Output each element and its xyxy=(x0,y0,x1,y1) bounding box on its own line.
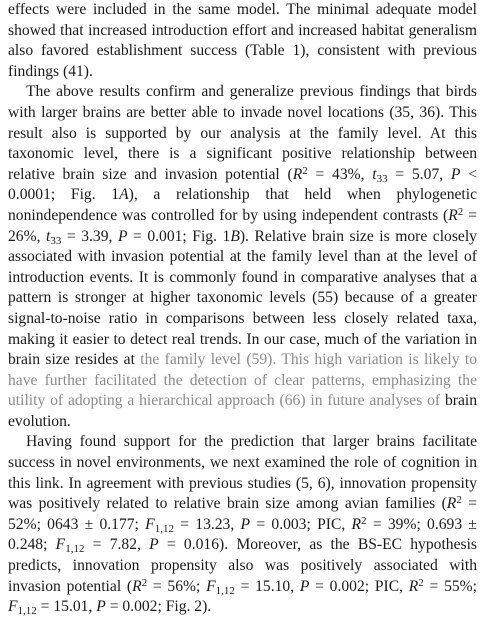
subscript: 1,12 xyxy=(154,522,174,535)
text-span: = 0.003; PIC, xyxy=(250,515,352,533)
italic-symbol: P xyxy=(450,165,461,183)
text-span: The above results confirm and generalize previous findings that birds with larger brains are better able to invade novel locations (35, 36). This result also is supported by our analysis at the family level. At this taxonomic level, there is a significant positive relationship between relative brain size and invasion potential ( xyxy=(8,83,477,183)
text-span: < 0.0001; Fig. 1 xyxy=(8,165,477,204)
text-span: = 13.23, xyxy=(173,515,241,533)
subscript: 1,12 xyxy=(65,543,85,556)
italic-symbol: P xyxy=(240,515,251,533)
text-span: = 26%, xyxy=(8,206,478,245)
italic-symbol: F xyxy=(206,577,216,595)
text-span: effects were included in the same model. The minimal adequate model showed that increased introduction effort and increased habitat generalism also favored establishment success (Table 1), consistent with previous findings (41). xyxy=(8,1,477,80)
italic-symbol: R xyxy=(351,515,362,533)
italic-symbol: R xyxy=(292,165,303,183)
italic-symbol: P xyxy=(96,598,106,616)
italic-symbol: R xyxy=(448,206,458,224)
paragraph-establishment-success xyxy=(8,0,477,82)
text-span: = 55%; xyxy=(423,577,477,595)
subscript: 1,12 xyxy=(215,584,235,597)
text-span: = 5.07, xyxy=(387,165,451,183)
paragraph-innovation-propensity xyxy=(8,432,477,617)
text-span: = 0.016). Moreover, as the BS-EC hypothesis predicts, innovation propensity also was positively associated with invasion potential ( xyxy=(8,536,477,595)
text-span: = 15.01, xyxy=(36,598,97,616)
text-span: brain evolution. xyxy=(8,392,477,430)
superscript: 2 xyxy=(361,514,367,527)
superscript: 2 xyxy=(418,576,424,589)
text-span: = 43%, xyxy=(307,165,373,183)
italic-symbol: F xyxy=(8,598,18,616)
subscript: 33 xyxy=(50,234,62,247)
italic-symbol: t xyxy=(372,165,377,183)
document-page xyxy=(8,0,477,618)
italic-symbol: P xyxy=(149,536,159,554)
italic-symbol: R xyxy=(132,577,142,595)
superscript: 2 xyxy=(141,576,148,589)
text-span: = 0.002; Fig. 2). xyxy=(105,598,212,616)
italic-symbol: B xyxy=(230,227,240,245)
text-span: = 15.10, xyxy=(234,577,300,595)
paragraph-brain-size-invasion xyxy=(8,82,477,432)
text-span: = 52%; 0643 ± 0.177; xyxy=(8,495,477,533)
text-span: = 0.001; Fig. 1 xyxy=(127,227,231,245)
text-span: ). Relative brain size is more closely associated with invasion potential at the family level than at the level of introduction events. It is commonly found in comparative analyses that a pattern is stronger at higher taxonomic levels (55) because of a greater signal-to-noise ratio in comparisons between less closely related taxa, making it easier to detect real trends. In our case, much of the variation in brain size resides at xyxy=(8,227,477,369)
italic-symbol: t xyxy=(46,227,51,245)
text-span: = 0.002; PIC, xyxy=(309,577,409,595)
faded-text-span: the family level (59). This high variation is likely to have further facilitated the detection of clear patterns, emphasizing the utility of adopting a hierarchical approach (66) in future analyses of xyxy=(8,351,477,410)
italic-symbol: P xyxy=(299,577,310,595)
text-span: Having found support for the prediction that larger brains facilitate success in novel environments, we next examined the role of cognition in this link. In agreement with previous studies (5, 6), innovation propensity was positively related to relative brain size among avian families ( xyxy=(8,433,477,513)
superscript: 2 xyxy=(302,164,308,177)
subscript: 1,12 xyxy=(17,605,37,618)
text-span: ), a relationship that held when phylogenetic nonindependence was controlled for by using independent contrasts ( xyxy=(8,186,477,224)
superscript: 2 xyxy=(457,205,464,218)
italic-symbol: F xyxy=(145,515,155,533)
italic-symbol: A xyxy=(119,186,129,204)
italic-symbol: P xyxy=(117,227,128,245)
text-span: = 56%; xyxy=(147,577,207,595)
italic-symbol: F xyxy=(55,536,66,554)
text-span: = 39%; 0.693 ± 0.248; xyxy=(8,515,477,554)
italic-symbol: R xyxy=(408,577,419,595)
italic-symbol: R xyxy=(446,495,457,513)
text-span: = 3.39, xyxy=(61,227,118,245)
text-span: = 7.82, xyxy=(84,536,150,554)
subscript: 33 xyxy=(376,172,388,185)
superscript: 2 xyxy=(456,494,462,507)
